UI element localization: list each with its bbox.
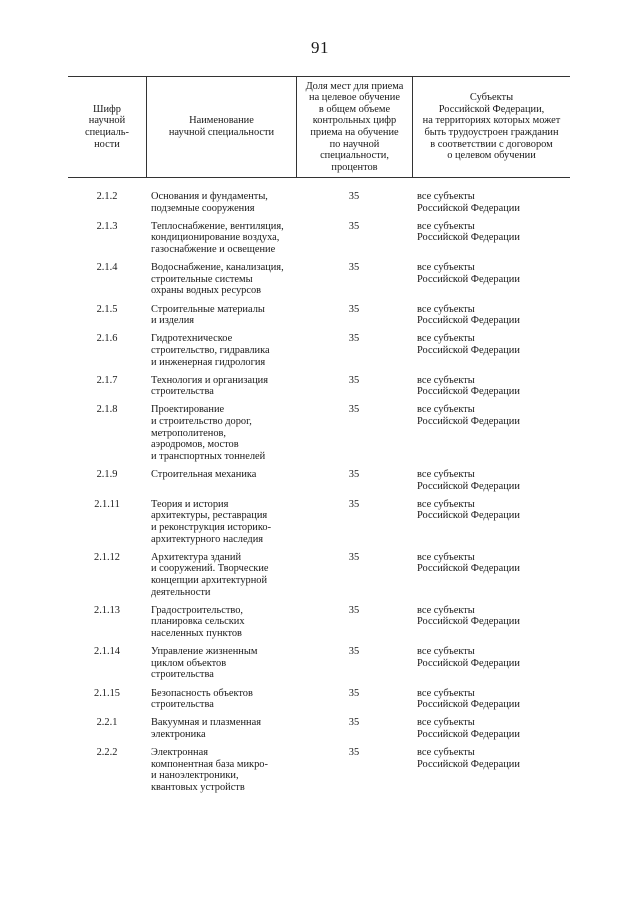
target-share: 35 [348, 374, 360, 386]
federal-subjects: все субъекты Российской Федерации [417, 303, 520, 327]
header-code: Шифр научной специаль- ности [85, 103, 129, 150]
page-number: 91 [311, 38, 329, 57]
target-share: 35 [348, 687, 360, 699]
target-share: 35 [348, 220, 360, 232]
target-share: 35 [348, 303, 360, 315]
federal-subjects: все субъекты Российской Федерации [417, 404, 520, 428]
specialty-name: Строительная механика [151, 469, 257, 481]
federal-subjects: все субъекты Российской Федерации [417, 551, 520, 575]
specialty-name: Градостроительство, планировка сельских населенных пунктов [151, 604, 245, 639]
specialty-name: Технология и организация строительства [151, 374, 268, 398]
specialty-code: 2.2.2 [96, 747, 118, 759]
federal-subjects: все субъекты Российской Федерации [417, 333, 520, 356]
target-share: 35 [348, 333, 360, 345]
table-row [68, 688, 570, 711]
specialty-name: Гидротехническое строительство, гидравлика и инженерная гидрология [151, 333, 270, 368]
table-row [68, 333, 570, 368]
specialty-code: 2.1.4 [96, 262, 118, 274]
target-share: 35 [348, 604, 360, 616]
federal-subjects: все субъекты Российской Федерации [417, 687, 520, 711]
specialty-table [68, 76, 570, 800]
specialty-name: Безопасность объектов строительства [151, 687, 253, 711]
federal-subjects: все субъекты Российской Федерации [417, 747, 520, 770]
table-row [68, 499, 570, 545]
header-name: Наименование научной специальности [146, 77, 296, 177]
federal-subjects: все субъекты Российской Федерации [417, 646, 520, 669]
specialty-name: Водоснабжение, канализация, строительные системы охраны водных ресурсов [151, 262, 284, 297]
table-row [68, 221, 570, 256]
target-share: 35 [348, 191, 360, 202]
table-header [68, 76, 570, 178]
federal-subjects: все субъекты Российской Федерации [417, 717, 520, 740]
table-row [68, 747, 570, 793]
federal-subjects: все субъекты Российской Федерации [417, 374, 520, 398]
specialty-code: 2.1.12 [94, 551, 120, 563]
federal-subjects: все субъекты Российской Федерации [417, 220, 520, 244]
table-row [68, 404, 570, 462]
specialty-name: Электронная компонентная база микро- и наноэлектроники, квантовых устройств [151, 747, 268, 793]
target-share: 35 [348, 469, 360, 481]
federal-subjects: все субъекты Российской Федерации [417, 191, 520, 214]
specialty-name: Управление жизненным циклом объектов строительства [151, 646, 258, 681]
target-share: 35 [348, 404, 360, 416]
federal-subjects: все субъекты Российской Федерации [417, 604, 520, 628]
table-row [68, 552, 570, 598]
specialty-code: 2.1.11 [94, 498, 120, 510]
specialty-code: 2.1.6 [96, 333, 118, 345]
table-row [68, 469, 570, 492]
specialty-name: Теория и история архитектуры, реставрация и реконструкция историко- архитектурного наследия [151, 498, 272, 545]
federal-subjects: все субъекты Российской Федерации [417, 498, 520, 522]
header-share: Доля мест для приема на целевое обучение в общем объеме контрольных цифр приема на обучение по научной специальности, процентов [296, 77, 412, 177]
target-share: 35 [348, 747, 360, 759]
table-row [68, 646, 570, 681]
specialty-code: 2.2.1 [96, 717, 118, 729]
federal-subjects: все субъекты Российской Федерации [417, 469, 520, 492]
table-row [68, 375, 570, 398]
table-row [68, 304, 570, 327]
specialty-name: Строительные материалы и изделия [151, 303, 265, 327]
table-body [68, 178, 570, 793]
federal-subjects: все субъекты Российской Федерации [417, 262, 520, 285]
table-row [68, 605, 570, 640]
specialty-name: Проектирование и строительство дорог, метрополитенов, аэродромов, мостов и транспортных тоннелей [151, 404, 266, 462]
specialty-code: 2.1.8 [96, 404, 118, 416]
specialty-code: 2.1.9 [96, 469, 118, 481]
header-subjects: Субъекты Российской Федерации, на территориях которых может быть трудоустроен гражданин в соответствии с договором о целевом обучении [412, 77, 570, 177]
target-share: 35 [348, 498, 360, 510]
table-row [68, 191, 570, 214]
target-share: 35 [348, 646, 360, 658]
specialty-code: 2.1.5 [96, 303, 118, 315]
specialty-name: Вакуумная и плазменная электроника [151, 717, 261, 740]
target-share: 35 [348, 262, 360, 274]
specialty-name: Теплоснабжение, вентиляция, кондиционирование воздуха, газоснабжение и освещение [151, 220, 284, 255]
specialty-code: 2.1.2 [96, 191, 118, 202]
target-share: 35 [348, 551, 360, 563]
table-row [68, 717, 570, 740]
specialty-code: 2.1.3 [96, 220, 118, 232]
specialty-code: 2.1.15 [94, 687, 120, 699]
specialty-name: Архитектура зданий и сооружений. Творческие концепции архитектурной деятельности [151, 551, 269, 598]
specialty-code: 2.1.13 [94, 604, 120, 616]
specialty-code: 2.1.7 [96, 374, 118, 386]
specialty-name: Основания и фундаменты, подземные сооружения [151, 191, 268, 214]
specialty-code: 2.1.14 [94, 646, 120, 658]
table-row [68, 262, 570, 297]
target-share: 35 [348, 717, 360, 729]
